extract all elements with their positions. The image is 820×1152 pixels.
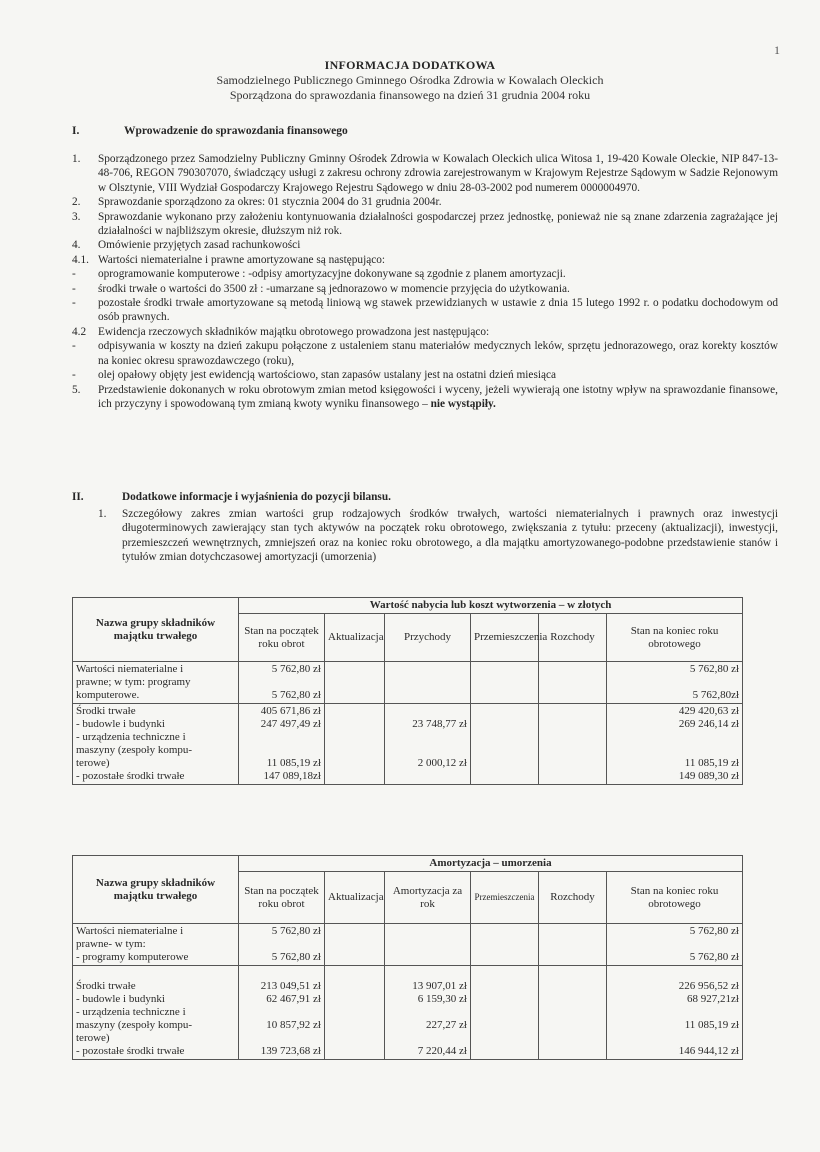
- table-1-col-start: Stan na początek roku obrot: [239, 614, 325, 662]
- value-line: [242, 938, 321, 951]
- value-line: [610, 744, 739, 757]
- value-line: [542, 744, 603, 757]
- list-item-text: Omówienie przyjętych zasad rachunkowości: [98, 239, 301, 252]
- value-line: 5 762,80 zł: [271, 689, 321, 701]
- value-line: [474, 967, 535, 980]
- value-line: [542, 705, 603, 718]
- list-item: [72, 383, 778, 412]
- value-cell-rozchody: [539, 966, 607, 1060]
- list-item-text: Wartości niematerialne i prawne amortyzowane są następująco:: [98, 253, 386, 266]
- value-line: 6 159,30 zł: [417, 993, 467, 1005]
- value-line: 5 762,80 zł: [271, 951, 321, 963]
- value-line: [474, 676, 535, 689]
- list-item-marker: -: [72, 297, 76, 310]
- value-line: [610, 676, 739, 689]
- value-line: [328, 1045, 381, 1058]
- value-cell-start: [239, 966, 325, 1060]
- value-line: [328, 757, 381, 770]
- table-row: [73, 704, 743, 785]
- value-line: [388, 951, 467, 964]
- document-subtitle-date: Sporządzona do sprawozdania finansowego na dzień 31 grudnia 2004 roku: [229, 88, 591, 102]
- table-2-col-start: Stan na początek roku obrot: [239, 872, 325, 924]
- value-cell-end: [607, 924, 743, 966]
- value-line: [328, 718, 381, 731]
- value-line: [542, 993, 603, 1006]
- list-item-text: Sporządzonego przez Samodzielny Publiczny Gminny Ośrodek Zdrowia w Kowalach Oleckich ulica Witosa 1, 19-420 Kowale Oleckie, NIP 847-13-48-706, REGON 790307070, świadczący usługi z zakresu ochrony zdrowia zarejestrowanym w Krajowym Rejestrze Sądowym w Sadzie Rejonowym w Olsztynie, VIII Wydział Gospodarczy Krajowego Rejestru Sądowego w dniu 28-03-2002 pod numerem 0000004970.: [98, 153, 778, 194]
- list-item-marker: 4.2: [72, 325, 87, 338]
- section-2-paragraph: [72, 507, 778, 565]
- row-name-line: - urządzenia techniczne i: [76, 1006, 186, 1018]
- section-2-title: Dodatkowe informacje i wyjaśnienia do pozycji bilansu.: [122, 491, 391, 503]
- row-name-line: prawne; w tym: programy: [76, 676, 191, 688]
- list-item: [72, 282, 778, 296]
- row-name-line: Wartości niematerialne i: [76, 925, 184, 937]
- value-line: [610, 938, 739, 951]
- list-item: [72, 339, 778, 368]
- list-item-marker: -: [72, 340, 76, 353]
- list-item: [72, 368, 778, 382]
- value-line: [388, 967, 467, 980]
- table-1-col-przemieszczenia: Przemieszczenia: [471, 614, 539, 662]
- value-line: [328, 744, 381, 757]
- row-name-line: - budowle i budynki: [76, 718, 165, 730]
- value-line: [328, 689, 381, 702]
- value-line: 269 246,14 zł: [678, 718, 740, 730]
- value-line: [542, 663, 603, 676]
- value-line: 5 762,80 zł: [689, 925, 739, 937]
- list-item: [72, 267, 778, 281]
- value-cell-przychody: [385, 662, 471, 704]
- value-line: [474, 770, 535, 783]
- value-line: 68 927,21zł: [687, 993, 739, 1005]
- value-line: 146 944,12 zł: [678, 1045, 739, 1057]
- row-name-cell: [73, 966, 239, 1060]
- value-line: [388, 770, 467, 783]
- amortization-table: [72, 855, 743, 1060]
- list-item-marker: -: [72, 282, 76, 295]
- row-name-cell: [73, 924, 239, 966]
- section-2-number: II.: [72, 491, 84, 503]
- value-cell-rozchody: [539, 924, 607, 966]
- list-item: [72, 253, 778, 267]
- list-item: [72, 296, 778, 325]
- value-line: [474, 705, 535, 718]
- value-line: [388, 938, 467, 951]
- value-line: [474, 1006, 535, 1019]
- value-line: [328, 1019, 381, 1032]
- value-line: [328, 951, 381, 964]
- list-item: [72, 195, 778, 209]
- list-item-marker: 2.: [72, 196, 81, 209]
- table-2-col-przemieszczenia: Przemieszczenia: [471, 872, 539, 924]
- row-name-line: - budowle i budynki: [76, 993, 165, 1005]
- value-line: [542, 967, 603, 980]
- value-line: [328, 731, 381, 744]
- value-line: 227,27 zł: [426, 1019, 467, 1031]
- value-line: [388, 689, 467, 702]
- value-line: [474, 718, 535, 731]
- value-line: [328, 980, 381, 993]
- value-line: 213 049,51 zł: [260, 980, 321, 992]
- row-name-line: Środki trwałe: [76, 980, 136, 992]
- value-line: [328, 663, 381, 676]
- value-line: [328, 967, 381, 980]
- value-line: [542, 731, 603, 744]
- value-line: [474, 925, 535, 938]
- value-line: [610, 1032, 739, 1045]
- value-line: 11 085,19 zł: [684, 1019, 739, 1031]
- document-header: [0, 58, 820, 103]
- value-line: [242, 1006, 321, 1019]
- value-line: [542, 676, 603, 689]
- table-1-col-przychody: Przychody: [385, 614, 471, 662]
- value-line: [542, 770, 603, 783]
- table-row: [73, 924, 743, 966]
- value-line: [474, 731, 535, 744]
- value-line: 247 497,49 zł: [260, 718, 321, 730]
- value-line: [388, 663, 467, 676]
- value-cell-przemieszczenia: [471, 662, 539, 704]
- value-line: [542, 938, 603, 951]
- asset-value-table: [72, 597, 743, 785]
- value-cell-end: [607, 966, 743, 1060]
- value-line: [328, 770, 381, 783]
- value-line: 62 467,91 zł: [266, 993, 321, 1005]
- value-line: [610, 967, 739, 980]
- value-line: 405 671,86 zł: [260, 705, 321, 717]
- page-number: 1: [774, 43, 780, 57]
- value-line: [474, 1045, 535, 1058]
- value-line: 139 723,68 zł: [260, 1045, 321, 1057]
- value-line: [610, 731, 739, 744]
- value-line: 5 762,80zł: [692, 689, 740, 701]
- table-row: [73, 662, 743, 704]
- row-name-line: - pozostałe środki trwałe: [76, 1045, 185, 1057]
- value-line: 226 956,52 zł: [678, 980, 739, 992]
- value-cell-przemieszczenia: [471, 924, 539, 966]
- value-line: [388, 925, 467, 938]
- value-line: [474, 951, 535, 964]
- value-line: [328, 925, 381, 938]
- row-name-line: Środki trwałe: [76, 705, 136, 717]
- value-line: [474, 938, 535, 951]
- value-cell-amortyzacja: [385, 924, 471, 966]
- list-item: [72, 152, 778, 195]
- value-line: [328, 705, 381, 718]
- list-item-marker: -: [72, 268, 76, 281]
- row-name-line: terowe): [76, 757, 110, 769]
- value-cell-amortyzacja: [385, 966, 471, 1060]
- value-line: [388, 705, 467, 718]
- value-cell-aktualizacja: [325, 924, 385, 966]
- row-name-line: maszyny (zespoły kompu-: [76, 1019, 193, 1031]
- value-line: [542, 1019, 603, 1032]
- table-1-name-header: Nazwa grupy składników majątku trwałego: [73, 598, 239, 662]
- value-cell-aktualizacja: [325, 966, 385, 1060]
- value-line: [542, 689, 603, 702]
- table-2-group-header: Amortyzacja – umorzenia: [239, 856, 743, 872]
- row-name-line: prawne- w tym:: [76, 938, 146, 950]
- value-line: [542, 1032, 603, 1045]
- value-line: [474, 993, 535, 1006]
- value-line: 7 220,44 zł: [417, 1045, 467, 1057]
- row-name-line: Wartości niematerialne i: [76, 663, 184, 675]
- document-subtitle: Samodzielnego Publicznego Gminnego Ośrodka Zdrowia w Kowalach Oleckich: [216, 73, 604, 87]
- value-line: 5 762,80 zł: [271, 663, 321, 675]
- section-1-number: I.: [72, 125, 80, 137]
- table-1-col-end: Stan na koniec roku obrotowego: [607, 614, 743, 662]
- value-line: 5 762,80 zł: [271, 925, 321, 937]
- value-line: [328, 1006, 381, 1019]
- value-line: [242, 1032, 321, 1045]
- section-2: [72, 490, 778, 565]
- value-line: [474, 1019, 535, 1032]
- row-name-line: terowe): [76, 1032, 110, 1044]
- value-line: 23 748,77 zł: [412, 718, 467, 730]
- table-2-name-header: Nazwa grupy składników majątku trwałego: [73, 856, 239, 924]
- list-item-emphasis: nie wystąpiły.: [430, 397, 496, 410]
- list-item-text: odpisywania w koszty na dzień zakupu połączone z ustaleniem stanu materiałów medycznych leków, sprzętu jednorazowego, oraz korekty kosztów na koniec okresu sprawozdawczego (roku),: [98, 340, 778, 367]
- row-name-line: - programy komputerowe: [76, 951, 189, 963]
- row-name-line: maszyny (zespoły kompu-: [76, 744, 193, 756]
- table-1-group-header: Wartość nabycia lub koszt wytworzenia – w złotych: [239, 598, 743, 614]
- value-cell-aktualizacja: [325, 662, 385, 704]
- value-line: 2 000,12 zł: [417, 757, 467, 769]
- list-item-text: olej opałowy objęty jest ewidencją wartościowo, stan zapasów ustalany jest na ostatni dzień miesiąca: [98, 369, 557, 382]
- value-cell-aktualizacja: [325, 704, 385, 785]
- list-item-text: środki trwałe o wartości do 3500 zł : -umarzane są jednorazowo w momencie przyjęcia do użytkowania.: [98, 282, 570, 295]
- value-line: 429 420,63 zł: [678, 705, 740, 717]
- value-cell-rozchody: [539, 704, 607, 785]
- value-cell-rozchody: [539, 662, 607, 704]
- table-1-col-aktualizacja: Aktualizacja: [325, 614, 385, 662]
- value-line: [388, 676, 467, 689]
- table-2-col-rozchody: Rozchody: [539, 872, 607, 924]
- value-line: [328, 1032, 381, 1045]
- list-item: [72, 210, 778, 239]
- paragraph-text: Szczegółowy zakres zmian wartości grup rodzajowych środków trwałych, wartości niematerialnych i prawnych oraz inwestycji długoterminowych zawierający stan tych aktywów na początek roku obrotowego, zwiększania z tytułu: przeceny (aktualizacji), inwestycji, przemieszczeń wewnętrznych, zmniejszeń oraz na koniec roku obrotowego, a dla majątku amortyzowanego-podobne przedstawienie stanów i tytułów zmian dotychczasowej amortyzacji (umorzenia): [122, 508, 778, 564]
- value-line: [542, 980, 603, 993]
- list-item-text: Przedstawienie dokonanych w roku obrotowym zmian metod księgowości i wyceny, jeżeli wywierają one istotny wpływ na sprawozdanie finansowe, ich przyczyny i spowodowaną tym zmianą kwoty wyniku finansowego –: [98, 383, 778, 410]
- value-line: [388, 744, 467, 757]
- value-line: [542, 951, 603, 964]
- value-line: [242, 731, 321, 744]
- list-item-marker: 4.1.: [72, 253, 89, 266]
- value-line: 10 857,92 zł: [266, 1019, 321, 1031]
- value-line: 11 085,19 zł: [266, 757, 321, 769]
- value-cell-przemieszczenia: [471, 704, 539, 785]
- value-line: [388, 731, 467, 744]
- value-line: 13 907,01 zł: [412, 980, 467, 992]
- row-name-line: - urządzenia techniczne i: [76, 731, 186, 743]
- row-name-cell: [73, 662, 239, 704]
- value-line: [474, 689, 535, 702]
- list-item-text: oprogramowanie komputerowe : -odpisy amortyzacyjne dokonywane są zgodnie z planem amortyzacji.: [98, 268, 566, 281]
- table-row: [73, 966, 743, 1060]
- value-line: [328, 938, 381, 951]
- section-1-title: Wprowadzenie do sprawozdania finansowego: [124, 125, 348, 137]
- value-line: [542, 718, 603, 731]
- list-item-text: Sprawozdanie wykonano przy założeniu kontynuowania działalności gospodarczej przez jednostkę, ponieważ nie są znane zdarzenia zagrażające jej działalności w najbliższym okresie, dłuższym niż rok.: [98, 210, 778, 238]
- row-name-cell: [73, 704, 239, 785]
- value-line: [542, 1045, 603, 1058]
- value-line: 11 085,19 zł: [684, 757, 740, 769]
- table-2-col-amortyzacja: Amortyzacja za rok: [385, 872, 471, 924]
- value-cell-start: [239, 924, 325, 966]
- value-line: [474, 980, 535, 993]
- value-line: [474, 757, 535, 770]
- list-item-marker: 1.: [72, 153, 81, 165]
- row-name-line: [76, 967, 235, 980]
- value-line: 147 089,18zł: [263, 770, 321, 782]
- list-item-marker: 3.: [72, 210, 81, 223]
- value-line: [388, 1006, 467, 1019]
- list-item-text: pozostałe środki trwałe amortyzowane są metodą liniową wg stawek przewidzianych w ustawie z dnia 15 lutego 1992 r. o podatku dochodowym od osób prawnych.: [98, 297, 778, 324]
- section-1-items: [72, 152, 778, 411]
- value-line: 149 089,30 zł: [678, 770, 740, 782]
- value-line: [610, 1006, 739, 1019]
- value-line: [542, 757, 603, 770]
- value-line: [542, 1006, 603, 1019]
- value-cell-przemieszczenia: [471, 966, 539, 1060]
- value-line: 5 762,80 zł: [689, 951, 739, 963]
- value-cell-przychody: [385, 704, 471, 785]
- value-cell-end: [607, 704, 743, 785]
- value-cell-start: [239, 662, 325, 704]
- section-2-heading: [72, 490, 778, 505]
- value-line: [328, 993, 381, 1006]
- list-item-text: Ewidencja rzeczowych składników majątku obrotowego prowadzona jest następująco:: [98, 325, 490, 338]
- row-name-line: - pozostałe środki trwałe: [76, 770, 185, 782]
- list-item-marker: 4.: [72, 239, 81, 252]
- list-item: [72, 325, 778, 339]
- value-line: 5 762,80 zł: [689, 663, 740, 675]
- value-line: [474, 744, 535, 757]
- value-line: [328, 676, 381, 689]
- row-name-line: komputerowe.: [76, 689, 140, 701]
- list-item-marker: 5.: [72, 383, 81, 396]
- value-line: [474, 1032, 535, 1045]
- list-item: [72, 238, 778, 252]
- list-item-text: Sprawozdanie sporządzono za okres: 01 stycznia 2004 do 31 grudnia 2004r.: [98, 196, 442, 209]
- value-line: [242, 967, 321, 980]
- table-2-col-aktualizacja: Aktualizacja: [325, 872, 385, 924]
- value-line: [388, 1032, 467, 1045]
- table-2-col-end: Stan na koniec roku obrotowego: [607, 872, 743, 924]
- value-line: [242, 676, 321, 689]
- paragraph-marker: 1.: [98, 508, 107, 520]
- value-cell-end: [607, 662, 743, 704]
- document-title: INFORMACJA DODATKOWA: [324, 58, 496, 72]
- value-line: [474, 663, 535, 676]
- list-item-marker: -: [72, 369, 76, 382]
- value-cell-start: [239, 704, 325, 785]
- table-1-col-rozchody: Rozchody: [539, 614, 607, 662]
- value-line: [542, 925, 603, 938]
- value-line: [242, 744, 321, 757]
